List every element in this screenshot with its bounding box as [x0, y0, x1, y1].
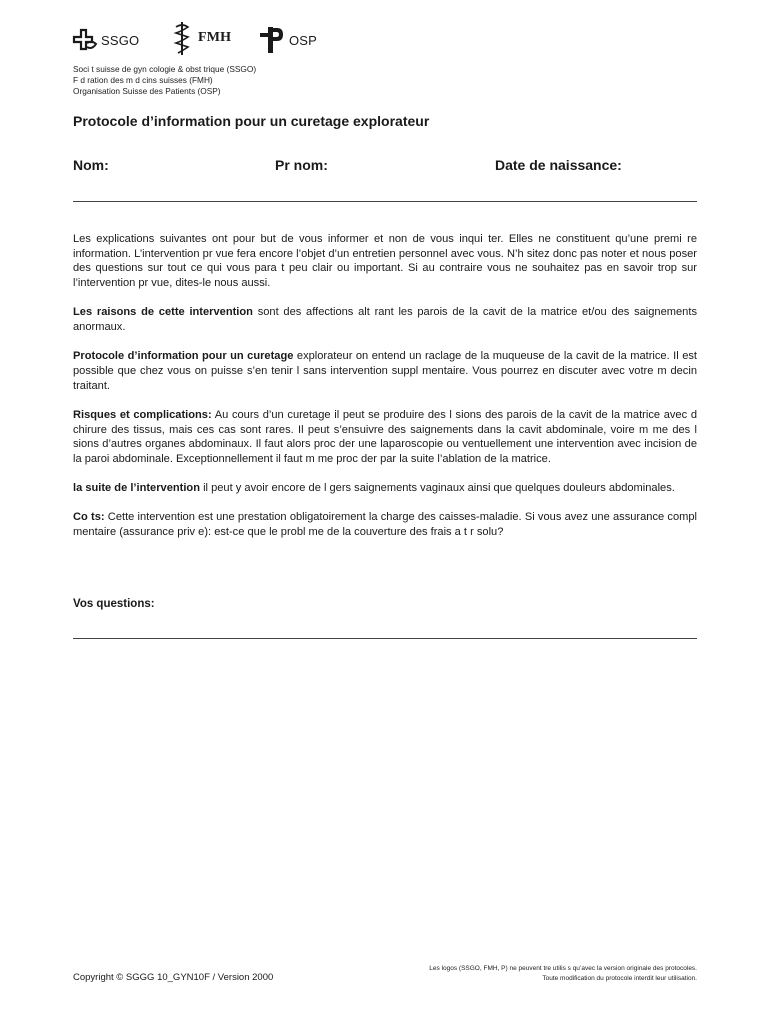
after-paragraph [73, 481, 697, 496]
osp-logo [260, 22, 317, 58]
reasons-paragraph [73, 305, 697, 334]
costs-paragraph [73, 510, 697, 539]
patient-fields-rule [73, 201, 697, 202]
osp-p-icon [260, 27, 284, 53]
osp-logo-text: OSP [289, 32, 318, 48]
logo-usage-note-line-2: Toute modification du protocole interdit leur utilisation. [542, 975, 697, 982]
organization-ssgo: Soci t suisse de gyn cologie & obst trique (SSGO) [73, 64, 257, 74]
caduceus-icon [172, 20, 192, 56]
intro-text: Les explications suivantes ont pour but de vous informer et non de vous inqui ter. Elles ne constituent qu’une premi re information. L’intervention pr vue fera encore l’objet d’un entretien personnel avec vous. N’h sitez donc pas noter et nous poser des questions sur tout ce qui vous para t peu clair ou important. Si au contraire vous ne souhaitez pas en savoir trop sur l’intervention pr vue, dites-le nous aussi. [73, 233, 697, 290]
logo-usage-note [429, 964, 697, 984]
questions-label: Vos questions: [73, 598, 155, 610]
procedure-heading: Protocole d’information pour un curetage [73, 350, 294, 363]
intro-paragraph [73, 232, 697, 291]
document-title: Protocole d’information pour un curetage explorateur [73, 113, 430, 129]
fmh-logo [172, 20, 231, 56]
logo-row [72, 20, 332, 56]
procedure-text: explorateur on entend un raclage de la muqueuse de la cavit de la matrice. Il est possible que chez vous on puisse s’en tenir l sans intervention suppl mentaire. Vous pourrez en discuter avec votre m decin traitant. [73, 350, 697, 392]
prenom-label: Pr nom: [275, 157, 328, 173]
date-naissance-label: Date de naissance: [495, 157, 622, 173]
ssgo-logo [72, 22, 139, 58]
copyright-notice: Copyright © SGGG 10_GYN10F / Version 2000 [73, 972, 274, 983]
risks-text: Au cours d’un curetage il peut se produire des l sions des parois de la cavit de la matrice avec d chirure des tissus, mais ces cas sont rares. Il peut s’ensuivre des saignements dans la cavit abdominale, voire m me des l sions d’autres organes abdominaux. Il faut alors proc der une laparoscopie ou ventuellement une intervention avec incision de la paroi abdominale. Exceptionnellement il faut m me proc der par la suite l’ablation de la matrice. [73, 408, 697, 465]
ssgo-cross-icon [72, 28, 98, 52]
organization-osp: Organisation Suisse des Patients (OSP) [73, 86, 221, 96]
risks-heading: Risques et complications: [73, 408, 212, 421]
procedure-paragraph [73, 349, 697, 393]
risks-paragraph [73, 408, 697, 467]
after-heading: la suite de l’intervention [73, 482, 200, 495]
organization-list [73, 64, 256, 97]
fmh-logo-text: FMH [198, 30, 232, 45]
ssgo-logo-text: SSGO [101, 32, 140, 48]
costs-text: Cette intervention est une prestation obligatoirement la charge des caisses-maladie. Si vous avez une assurance compl mentaire (assurance priv e): est-ce que le probl me de la couverture des frais a t r solu? [73, 511, 697, 539]
organization-fmh: F d ration des m d cins suisses (FMH) [73, 75, 213, 85]
nom-label: Nom: [73, 157, 109, 173]
reasons-text: sont des affections alt rant les parois de la cavit de la matrice et/ou des saignements anormaux. [73, 306, 697, 334]
questions-rule [73, 638, 697, 639]
after-text: il peut y avoir encore de l gers saignements vaginaux ainsi que quelques douleurs abdominales. [200, 482, 675, 495]
costs-heading: Co ts: [73, 511, 105, 524]
logo-usage-note-line-1: Les logos (SSGO, FMH, P) ne peuvent tre utilis s qu’avec la version originale des protocoles. [429, 965, 697, 972]
reasons-heading: Les raisons de cette intervention [73, 306, 253, 319]
body-text [73, 232, 697, 554]
